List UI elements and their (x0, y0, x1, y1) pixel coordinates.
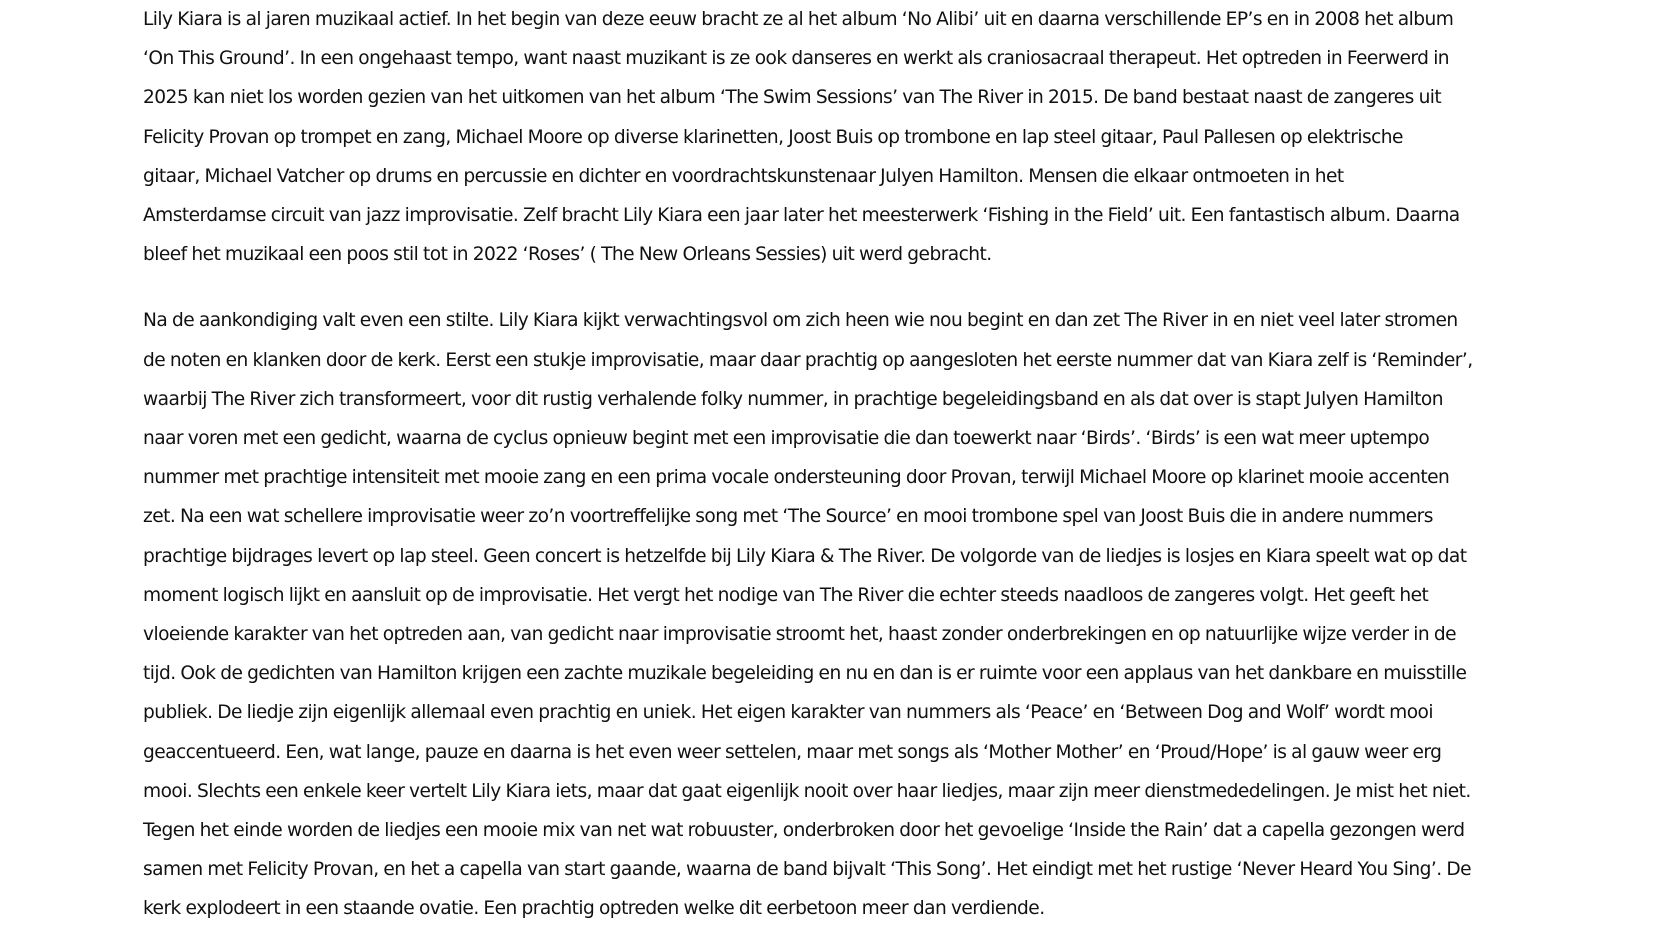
text-line: gitaar, Michael Vatcher op drums en percussie en dichter en voordrachtskunstenaar Julyen Hamilton. Mensen die elkaar ontmoeten in het (143, 165, 1344, 187)
text-line: samen met Felicity Provan, en het a capella van start gaande, waarna de band bijvalt ‘This Song’. Het eindigt met het rustige ‘Never Heard You Sing’. De (143, 859, 1471, 881)
text-line: zet. Na een wat schellere improvisatie weer zo’n voortreffelijke song met ‘The Source’ en mooi trombone spel van Joost Buis die in andere nummers (143, 506, 1433, 528)
text-line: tijd. Ook de gedichten van Hamilton krijgen een zachte muzikale begeleiding en nu en dan is er ruimte voor een applaus van het dankbare en muisstille (143, 663, 1467, 685)
text-line: naar voren met een gedicht, waarna de cyclus opnieuw begint met een improvisatie die dan toewerkt naar ‘Birds’. ‘Birds’ is een wat meer uptempo (143, 428, 1430, 450)
text-line: vloeiende karakter van het optreden aan, van gedicht naar improvisatie stroomt het, haast zonder onderbrekingen en op natuurlijke wijze verder in de (143, 624, 1456, 646)
paragraph-intro (143, 0, 1523, 274)
text-line: waarbij The River zich transformeert, voor dit rustig verhalende folky nummer, in prachtige begeleidingsband en als dat over is stapt Julyen Hamilton (143, 388, 1443, 410)
document-page (143, 0, 1523, 929)
text-line: Felicity Provan op trompet en zang, Michael Moore op diverse klarinetten, Joost Buis op trombone en lap steel gitaar, Paul Pallesen op elektrische (143, 126, 1403, 148)
text-line: publiek. De liedje zijn eigenlijk allemaal even prachtig en uniek. Het eigen karakter van nummers als ‘Peace’ en ‘Between Dog and Wolf’ wordt mooi (143, 702, 1433, 724)
paragraph-concert-review (143, 301, 1523, 928)
text-line: 2025 kan niet los worden gezien van het uitkomen van het album ‘The Swim Sessions’ van The River in 2015. De band bestaat naast de zangeres uit (143, 87, 1442, 109)
text-line: prachtige bijdrages levert op lap steel. Geen concert is hetzelfde bij Lily Kiara & The River. De volgorde van de liedjes is losjes en Kiara speelt wat op dat (143, 545, 1467, 567)
text-line: de noten en klanken door de kerk. Eerst een stukje improvisatie, maar daar prachtig op aangesloten het eerste nummer dat van Kiara zelf is ‘Reminder’, (143, 349, 1473, 371)
text-line: bleef het muzikaal een poos stil tot in 2022 ‘Roses’ ( The New Orleans Sessies) uit werd gebracht. (143, 244, 992, 266)
text-line: mooi. Slechts een enkele keer vertelt Lily Kiara iets, maar dat gaat eigenlijk nooit over haar liedjes, maar zijn meer dienstmededelingen. Je mist het niet. (143, 780, 1471, 802)
text-line: ‘On This Ground’. In een ongehaast tempo, want naast muzikant is ze ook danseres en werkt als craniosacraal therapeut. Het optreden in Feerwerd in (143, 48, 1450, 70)
text-line: moment logisch lijkt en aansluit op de improvisatie. Het vergt het nodige van The River die echter steeds naadloos de zangeres volgt. Het geeft het (143, 584, 1429, 606)
text-line: Na de aankondiging valt even een stilte. Lily Kiara kijkt verwachtingsvol om zich heen wie nou begint en dan zet The River in en niet veel later stromen (143, 310, 1458, 332)
text-line: Lily Kiara is al jaren muzikaal actief. In het begin van deze eeuw bracht ze al het album ‘No Alibi’ uit en daarna verschillende EP’s en in 2008 het album (143, 9, 1454, 30)
text-line: kerk explodeert in een staande ovatie. Een prachtig optreden welke dit eerbetoon meer dan verdiende. (143, 898, 1045, 920)
text-line: geaccentueerd. Een, wat lange, pauze en daarna is het even weer settelen, maar met songs als ‘Mother Mother’ en ‘Proud/Hope’ is al gauw weer erg (143, 741, 1442, 763)
text-line: nummer met prachtige intensiteit met mooie zang en een prima vocale ondersteuning door Provan, terwijl Michael Moore op klarinet mooie accenten (143, 467, 1450, 489)
text-line: Tegen het einde worden de liedjes een mooie mix van net wat robuuster, onderbroken door het gevoelige ‘Inside the Rain’ dat a capella gezongen werd (143, 820, 1465, 842)
text-line: Amsterdamse circuit van jazz improvisatie. Zelf bracht Lily Kiara een jaar later het meesterwerk ‘Fishing in the Field’ uit. Een fantastisch album. Daarna (143, 205, 1460, 227)
